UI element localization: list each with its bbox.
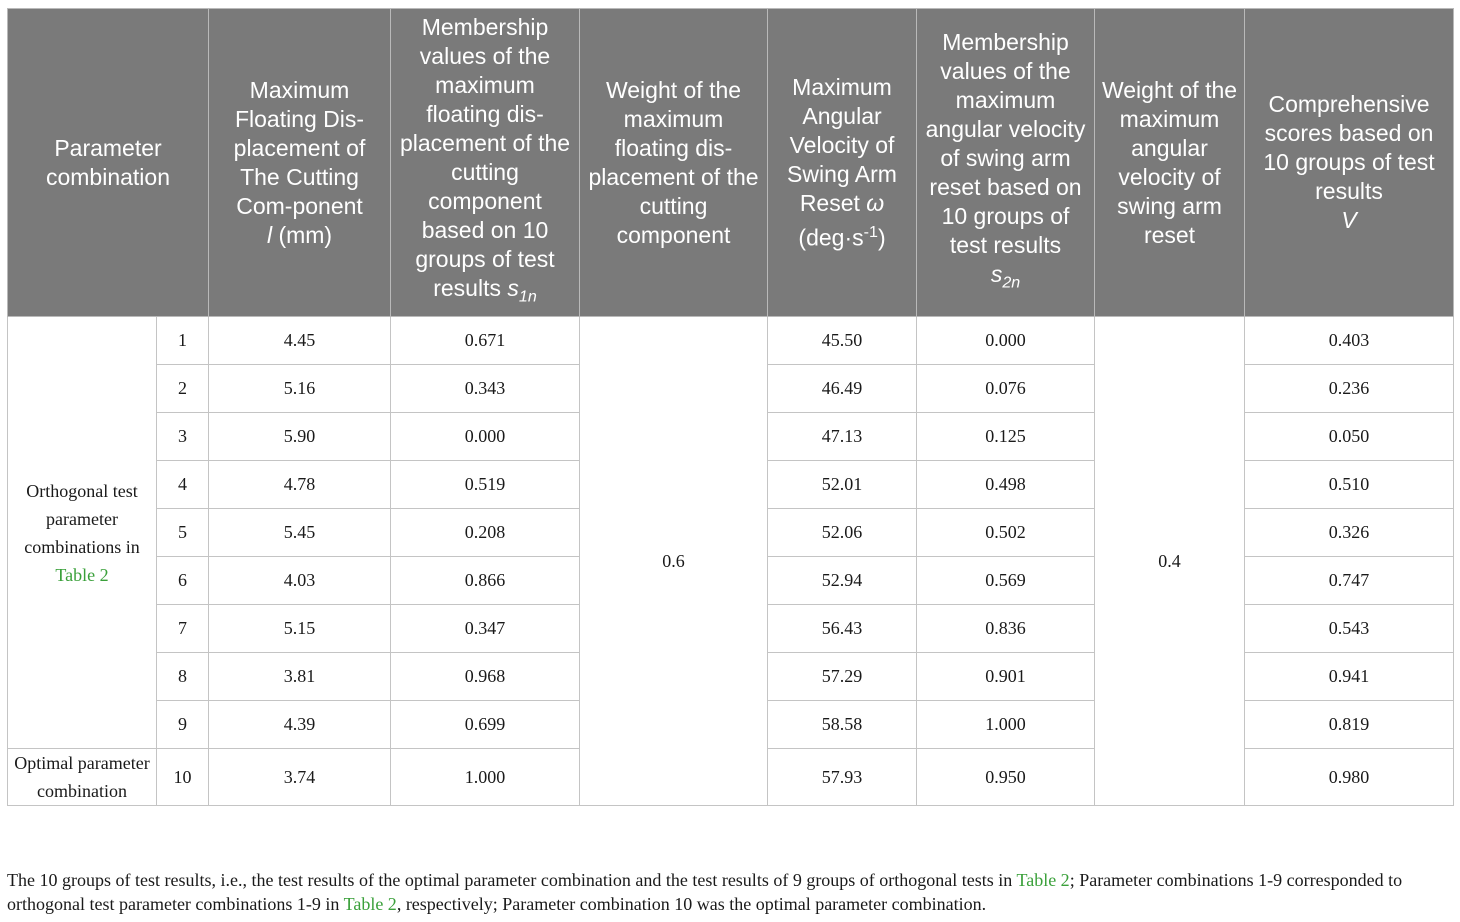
cell-angular-velocity: 47.13	[768, 413, 917, 461]
row-number: 2	[157, 365, 209, 413]
row-number: 5	[157, 509, 209, 557]
header-membership-angular-velocity: Membership values of the maximum angular velocity of swing arm reset based on 10 groups of test results $s_{2n}$	[917, 9, 1095, 317]
cell-score: 0.941	[1245, 653, 1454, 701]
row-number: 9	[157, 701, 209, 749]
header-parameter-combination: Parameter combination	[8, 9, 209, 317]
cell-membership-displacement: 0.671	[391, 317, 580, 365]
header-membership-displacement: Membership values of the maximum floating dis-placement of the cutting component based on 10 groups of test results $s_{1n}$	[391, 9, 580, 317]
header-max-angular-velocity: Maximum Angular Velocity of Swing Arm Reset ω $(deg\cdot s^{-1})$	[768, 9, 917, 317]
cell-angular-velocity: 57.93	[768, 749, 917, 806]
cell-angular-velocity: 56.43	[768, 605, 917, 653]
cell-weight-displacement: 0.6	[580, 317, 768, 806]
cell-score: 0.236	[1245, 365, 1454, 413]
row-number: 7	[157, 605, 209, 653]
cell-membership-displacement: 0.519	[391, 461, 580, 509]
row-number: 1	[157, 317, 209, 365]
cell-membership-angular-velocity: 0.000	[917, 317, 1095, 365]
cell-score: 0.326	[1245, 509, 1454, 557]
header-weight-displacement: Weight of the maximum floating dis-placement of the cutting component	[580, 9, 768, 317]
cell-angular-velocity: 45.50	[768, 317, 917, 365]
cell-displacement: 4.45	[209, 317, 391, 365]
cell-score: 0.747	[1245, 557, 1454, 605]
cell-angular-velocity: 52.94	[768, 557, 917, 605]
cell-score: 0.980	[1245, 749, 1454, 806]
cell-membership-displacement: 0.208	[391, 509, 580, 557]
group-label-orthogonal: Orthogonal test parameter combinations in Table 2	[8, 317, 157, 749]
cell-membership-displacement: 0.343	[391, 365, 580, 413]
cell-angular-velocity: 58.58	[768, 701, 917, 749]
row-number: 4	[157, 461, 209, 509]
row-number: 3	[157, 413, 209, 461]
cell-displacement: 3.81	[209, 653, 391, 701]
cell-displacement: 5.15	[209, 605, 391, 653]
cell-membership-angular-velocity: 0.950	[917, 749, 1095, 806]
cell-membership-displacement: 1.000	[391, 749, 580, 806]
row-number: 10	[157, 749, 209, 806]
cell-membership-angular-velocity: 0.901	[917, 653, 1095, 701]
cell-score: 0.403	[1245, 317, 1454, 365]
cell-membership-angular-velocity: 0.125	[917, 413, 1095, 461]
cell-displacement: 4.03	[209, 557, 391, 605]
header-comprehensive-score: Comprehensive scores based on 10 groups of test results V	[1245, 9, 1454, 317]
header-row	[8, 9, 1454, 317]
cell-displacement: 4.39	[209, 701, 391, 749]
cell-membership-angular-velocity: 0.502	[917, 509, 1095, 557]
cell-displacement: 5.90	[209, 413, 391, 461]
group-label-optimal: Optimal parameter combination	[8, 749, 157, 806]
row-number: 6	[157, 557, 209, 605]
cell-score: 0.510	[1245, 461, 1454, 509]
cell-score: 0.819	[1245, 701, 1454, 749]
table2-link[interactable]: Table 2	[343, 894, 397, 914]
cell-membership-angular-velocity: 0.498	[917, 461, 1095, 509]
cell-membership-displacement: 0.866	[391, 557, 580, 605]
header-weight-angular-velocity: Weight of the maximum angular velocity of swing arm reset	[1095, 9, 1245, 317]
cell-angular-velocity: 52.06	[768, 509, 917, 557]
cell-membership-displacement: 0.000	[391, 413, 580, 461]
cell-membership-angular-velocity: 0.569	[917, 557, 1095, 605]
cell-angular-velocity: 57.29	[768, 653, 917, 701]
table2-link[interactable]: Table 2	[1016, 870, 1070, 890]
cell-membership-angular-velocity: 0.076	[917, 365, 1095, 413]
cell-membership-angular-velocity: 0.836	[917, 605, 1095, 653]
cell-membership-displacement: 0.699	[391, 701, 580, 749]
table-row	[8, 317, 1454, 365]
cell-angular-velocity: 46.49	[768, 365, 917, 413]
cell-score: 0.543	[1245, 605, 1454, 653]
cell-membership-displacement: 0.347	[391, 605, 580, 653]
row-number: 8	[157, 653, 209, 701]
cell-angular-velocity: 52.01	[768, 461, 917, 509]
cell-membership-displacement: 0.968	[391, 653, 580, 701]
cell-displacement: 3.74	[209, 749, 391, 806]
cell-membership-angular-velocity: 1.000	[917, 701, 1095, 749]
results-table	[7, 8, 1454, 806]
cell-displacement: 5.16	[209, 365, 391, 413]
cell-weight-angular-velocity: 0.4	[1095, 317, 1245, 806]
table2-link[interactable]: Table 2	[55, 564, 109, 585]
cell-displacement: 5.45	[209, 509, 391, 557]
table-footnote: The 10 groups of test results, i.e., the test results of the optimal parameter combination and the test results of 9 groups of orthogonal tests in Table 2; Parameter combinations 1-9 corresponded to orthogonal test parameter combinations 1-9 in Table 2, respectively; Parameter combination 10 was the optimal parameter combination.	[7, 870, 1403, 914]
cell-score: 0.050	[1245, 413, 1454, 461]
header-max-floating-displacement: Maximum Floating Dis-placement of The Cutting Com-ponent l (mm)	[209, 9, 391, 317]
cell-displacement: 4.78	[209, 461, 391, 509]
